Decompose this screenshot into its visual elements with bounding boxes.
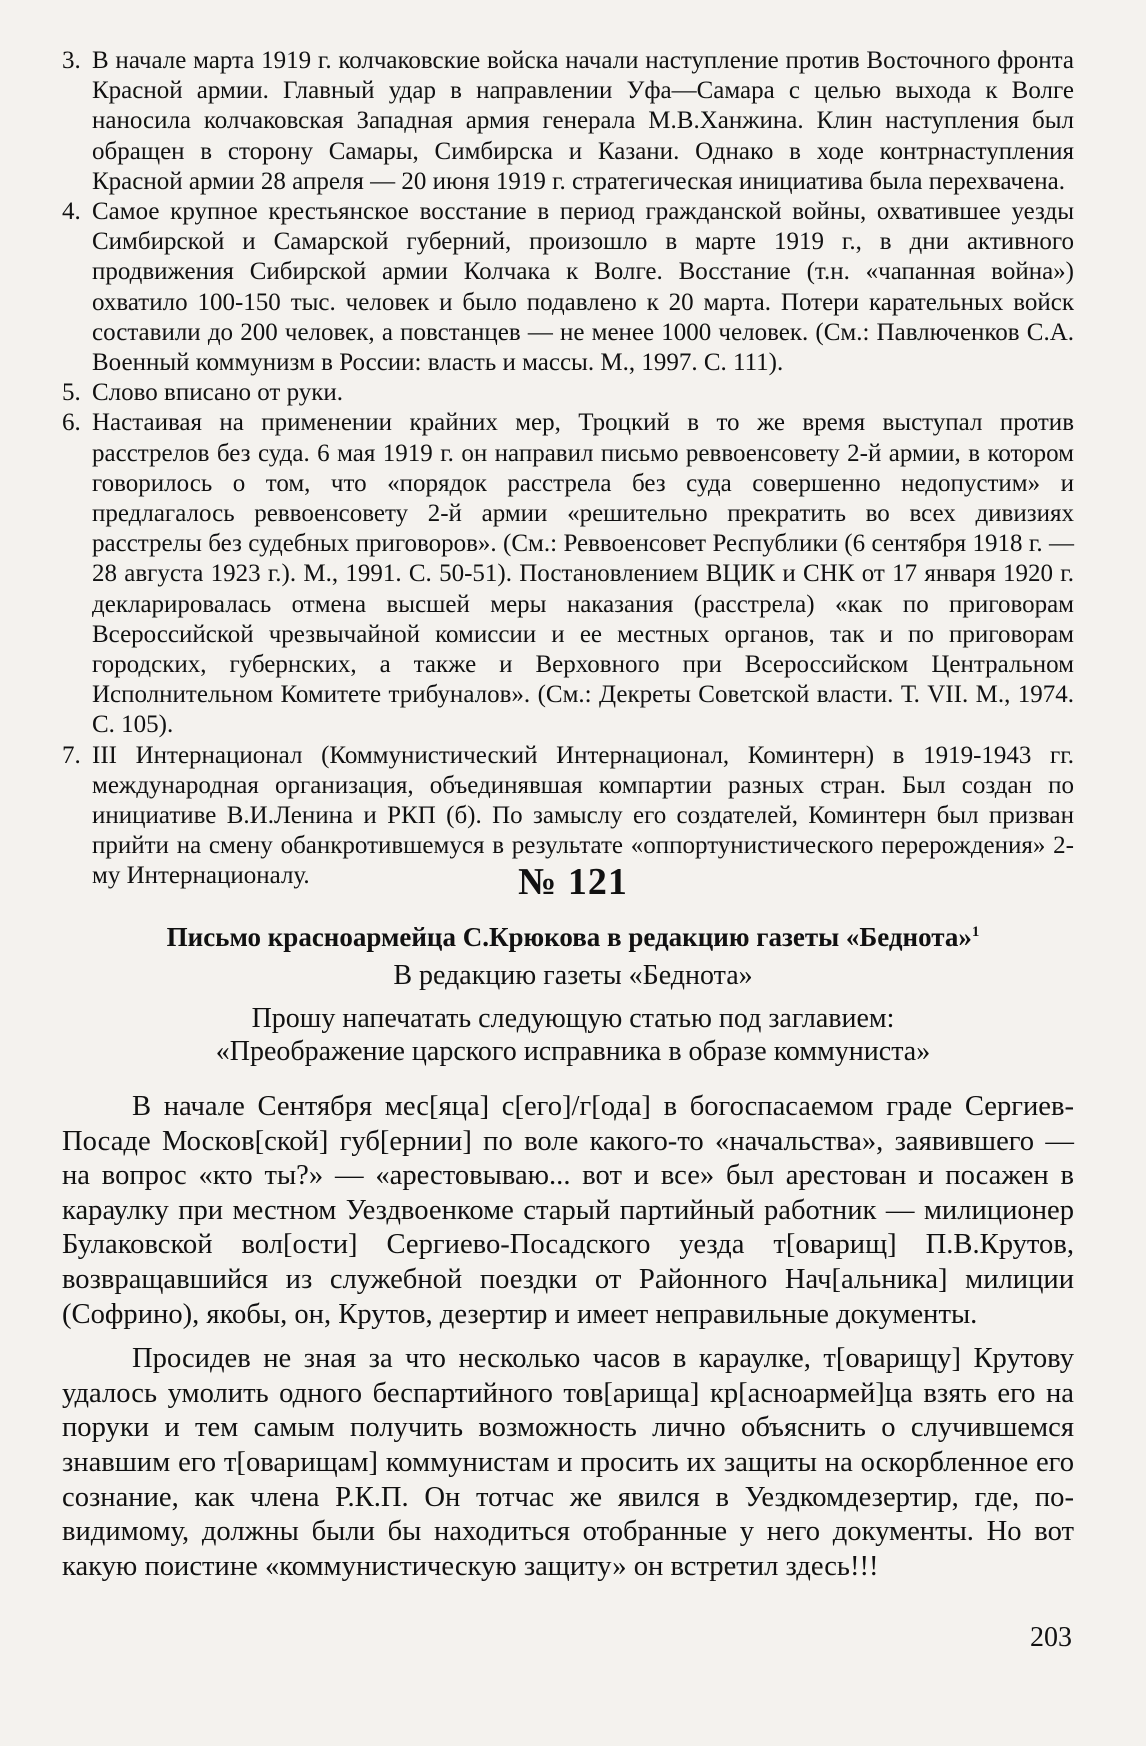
endnote-text: Слово вписано от руки. [92,379,344,407]
endnote-text: Настаивая на применении крайних мер, Троцкий в то же время выступал против расстрелов без суда. 6 мая 1919 г. он направил письмо реввоенсовету 2-й армии, в котором говорилось о том, что «порядок расстрела без суда совершенно недопустим» и предлагалось реввоенсовету 2-й армии «решительно прекратить во всех дивизиях расстрелы без судебных приговоров». (См.: Реввоенсовет Республики (6 сентября 1918 г. — 28 августа 1923 г.). М., 1991. С. 50-51). Постановлением ВЦИК и СНК от 17 января 1920 г. декларировалась отмена высшей меры наказания (расстрела) «как по приговорам Всероссийской чрезвычайной комиссии и ее местных органов, так и по приговорам городских, губернских, а также и Верховного при Всероссийском Центральном Исполнительном Комитете трибуналов». (См.: Декреты Советской власти. Т. VII. М., 1974. С. 105). [92,409,1074,739]
document-title [0,922,1146,953]
endnote-number: 6. [62,409,81,437]
request-line: Прошу напечатать следующую статью под заглавием: [251,1003,895,1034]
endnote-number: 4. [62,198,81,226]
endnote-3 [62,46,1074,197]
title-footnote-marker: 1 [971,924,980,940]
endnote-6 [62,408,1074,740]
endnote-text: Самое крупное крестьянское восстание в период гражданской войны, охватившее уезды Симбирской и Самарской губерний, произошло в марте 1919 г., в дни активного продвижения Сибирской армии Колчака к Волге. Восстание (т.н. «чапанная война») охватило 100-150 тыс. человек и было подавлено к 20 марта. Потери карательных войск составили до 200 человек, а повстанцев — не менее 1000 человек. (См.: Павлюченков С.А. Военный коммунизм в России: власть и массы. М., 1997. С. 111). [92,198,1074,377]
endnote-number: 7. [62,741,81,769]
article-title: «Преображение царского исправника в образе коммуниста» [215,1036,931,1067]
document-title-text: Письмо красноармейца С.Крюкова в редакцию газеты «Беднота» [166,922,972,952]
addressee-line: В редакцию газеты «Беднота» [393,960,753,991]
endnotes [62,46,1074,892]
document-number: № 121 [518,861,628,903]
endnote-number: 3. [62,47,81,74]
letter-body [62,1090,1074,1594]
body-paragraph: Просидев не зная за что несколько часов в караулке, т[оварищу] Крутову удалось умолить одного беспартийного тов[арища] кр[асноармей]ца взять его на поруки и тем самым получить возможность лично объяснить о случившемся знавшим его т[оварищам] коммунистам и просить их защиты на оскорбленное его сознание, как члена Р.К.П. Он тотчас же явился в Уездкомдезертир, где, по-видимому, должны были бы находиться отобранные у него документы. Но вот какую поистине «коммунистическую защиту» он встретил здесь!!! [62,1343,1074,1582]
endnote-text: В начале марта 1919 г. колчаковские войска начали наступление против Восточного фронта Красной армии. Главный удар в направлении Уфа—Самара с целью выхода к Волге наносила колчаковская Западная армия генерала М.В.Ханжина. Клин наступления был обращен в сторону Самары, Симбирска и Казани. Однако в ходе контрнаступления Красной армии 28 апреля — 20 июня 1919 г. стратегическая инициатива была перехвачена. [92,47,1074,195]
endnote-4 [62,197,1074,378]
endnote-5 [62,378,1074,408]
page-number: 203 [1030,1622,1072,1653]
endnote-number: 5. [62,379,81,407]
endnote-text: III Интернационал (Коммунистический Интернационал, Коминтерн) в 1919-1943 гг. международная организация, объединявшая компартии разных стран. Был создан по инициативе В.И.Ленина и РКП (б). По замыслу его создателей, Коминтерн был призван прийти на смену обанкротившемуся в результате «оппортунистического перерождения» 2-му Интернационалу. [92,741,1074,890]
body-paragraph: В начале Сентября мес[яца] с[его]/г[ода] в богоспасаемом граде Сергиев-Посаде Москов[ской] губ[ернии] по воле какого-то «начальства», заявившего — на вопрос «кто ты?» — «арестовываю... вот и все» был арестован и посажен в караулку при местном Уездвоенкоме старый партийный работник — милиционер Булаковской вол[ости] Сергиево-Посадского уезда т[оварищ] П.В.Крутов, возвращавшийся из служебной поездки от Районного Нач[альника] милиции (Софрино), якобы, он, Крутов, дезертир и имеет неправильные документы. [62,1091,1074,1330]
